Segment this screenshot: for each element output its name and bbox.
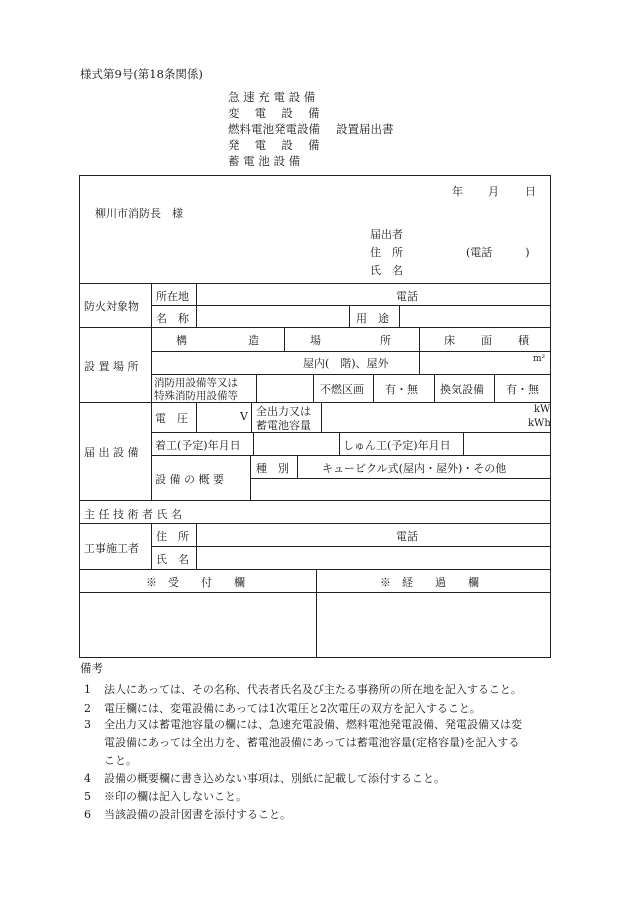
note-2: 2 電圧欄には、変電設備にあっては1次電圧と2次電圧の双方を記入すること。	[84, 702, 481, 715]
fire-equip-line-2: 特殊消防用設備等	[154, 390, 238, 402]
structure-char-1: 構	[176, 334, 187, 347]
applicant-phone-label: (電話 )	[466, 246, 530, 259]
applicant-address-label: 住 所	[370, 246, 403, 259]
title-line-5: 蓄 電 池 設 備	[228, 154, 301, 168]
title-line-3: 燃料電池発電設備	[228, 122, 320, 136]
fireproof-label: 不燃区画	[320, 383, 364, 396]
cubicle-label: キュービクル式(屋内・屋外)・その他	[322, 462, 507, 475]
applicant-label: 届出者	[370, 228, 403, 241]
indoor-label: 屋内( 階)、屋外	[303, 357, 389, 370]
progress-label: ※ 経 過 欄	[380, 576, 479, 589]
title-suffix: 設置届出書	[336, 122, 394, 136]
note-6: 6 当該設備の設計図書を添付すること。	[84, 808, 291, 821]
start-date-label: 着工(予定)年月日	[155, 439, 241, 452]
m2-unit: m²	[533, 354, 546, 364]
fireproof-yes-no: 有・無	[385, 383, 418, 396]
overview-label: 設 備 の 概 要	[155, 473, 224, 486]
date-month: 月	[488, 185, 499, 198]
contractor-address-label: 住 所	[156, 530, 189, 543]
fire-equip-line-1: 消防用設備等又は	[154, 377, 238, 389]
note-5: 5 ※印の欄は記入しないこと。	[84, 790, 247, 803]
structure-char-2: 造	[248, 334, 259, 347]
floor-char-2: 面	[481, 334, 492, 347]
usage-label: 用 途	[356, 312, 389, 325]
notes-heading: 備考	[80, 661, 103, 675]
output-line-2: 蓄電池容量	[256, 419, 311, 432]
note-3: 3 全出力又は蓄電池容量の欄には、急速充電設備、燃料電池発電設備、発電設備又は変	[84, 718, 522, 731]
note-3-line-3: こと。	[104, 754, 137, 767]
date-day: 日	[525, 185, 536, 198]
note-3-line-2: 電設備にあっては全出力を、蓄電池設備にあっては蓄電池容量(定格容量)を記入する	[104, 736, 520, 749]
chief-engineer-label: 主 任 技 術 者 氏 名	[84, 508, 182, 521]
title-line-1: 急 速 充 電 設 備	[228, 90, 316, 104]
phone-label-1: 電話	[396, 290, 418, 303]
fire-target-label: 防火対象物	[84, 300, 139, 313]
phone-label-2: 電話	[396, 530, 418, 543]
volt-unit: V	[240, 410, 248, 423]
name-label: 名 称	[156, 312, 189, 325]
notify-equip-label: 届 出 設 備	[84, 446, 139, 459]
title-line-2: 変 電 設 備	[228, 106, 320, 120]
output-line-1: 全出力又は	[256, 405, 311, 418]
ventilation-yes-no: 有・無	[506, 383, 539, 396]
complete-date-label: しゅん工(予定)年月日	[343, 439, 451, 452]
install-place-label: 設 置 場 所	[84, 360, 139, 373]
ventilation-label: 換気設備	[440, 383, 484, 396]
note-1: 1 法人にあっては、その名称、代表者氏名及び主たる事務所の所在地を記入すること。	[84, 683, 522, 696]
contractor-label: 工事施工者	[84, 542, 139, 555]
title-line-4: 発 電 設 備	[228, 138, 320, 152]
addressee: 柳川市消防長 様	[95, 207, 183, 220]
kw-unit: kW	[534, 404, 551, 415]
reception-label: ※ 受 付 欄	[146, 576, 245, 589]
kwh-unit: kWh	[528, 418, 551, 429]
voltage-label: 電 圧	[155, 412, 188, 425]
note-4: 4 設備の概要欄に書き込めない事項は、別紙に記載して添付すること。	[84, 772, 445, 785]
form-number: 様式第9号(第18条関係)	[80, 67, 203, 81]
contractor-name-label: 氏 名	[156, 553, 189, 566]
floor-char-3: 積	[518, 334, 529, 347]
place-char-2: 所	[380, 334, 391, 347]
applicant-name-label: 氏 名	[370, 264, 403, 277]
date-year: 年	[452, 185, 463, 198]
location-label: 所在地	[156, 290, 189, 303]
place-char-1: 場	[310, 334, 321, 347]
type-label: 種 別	[256, 462, 289, 475]
floor-char-1: 床	[444, 334, 455, 347]
